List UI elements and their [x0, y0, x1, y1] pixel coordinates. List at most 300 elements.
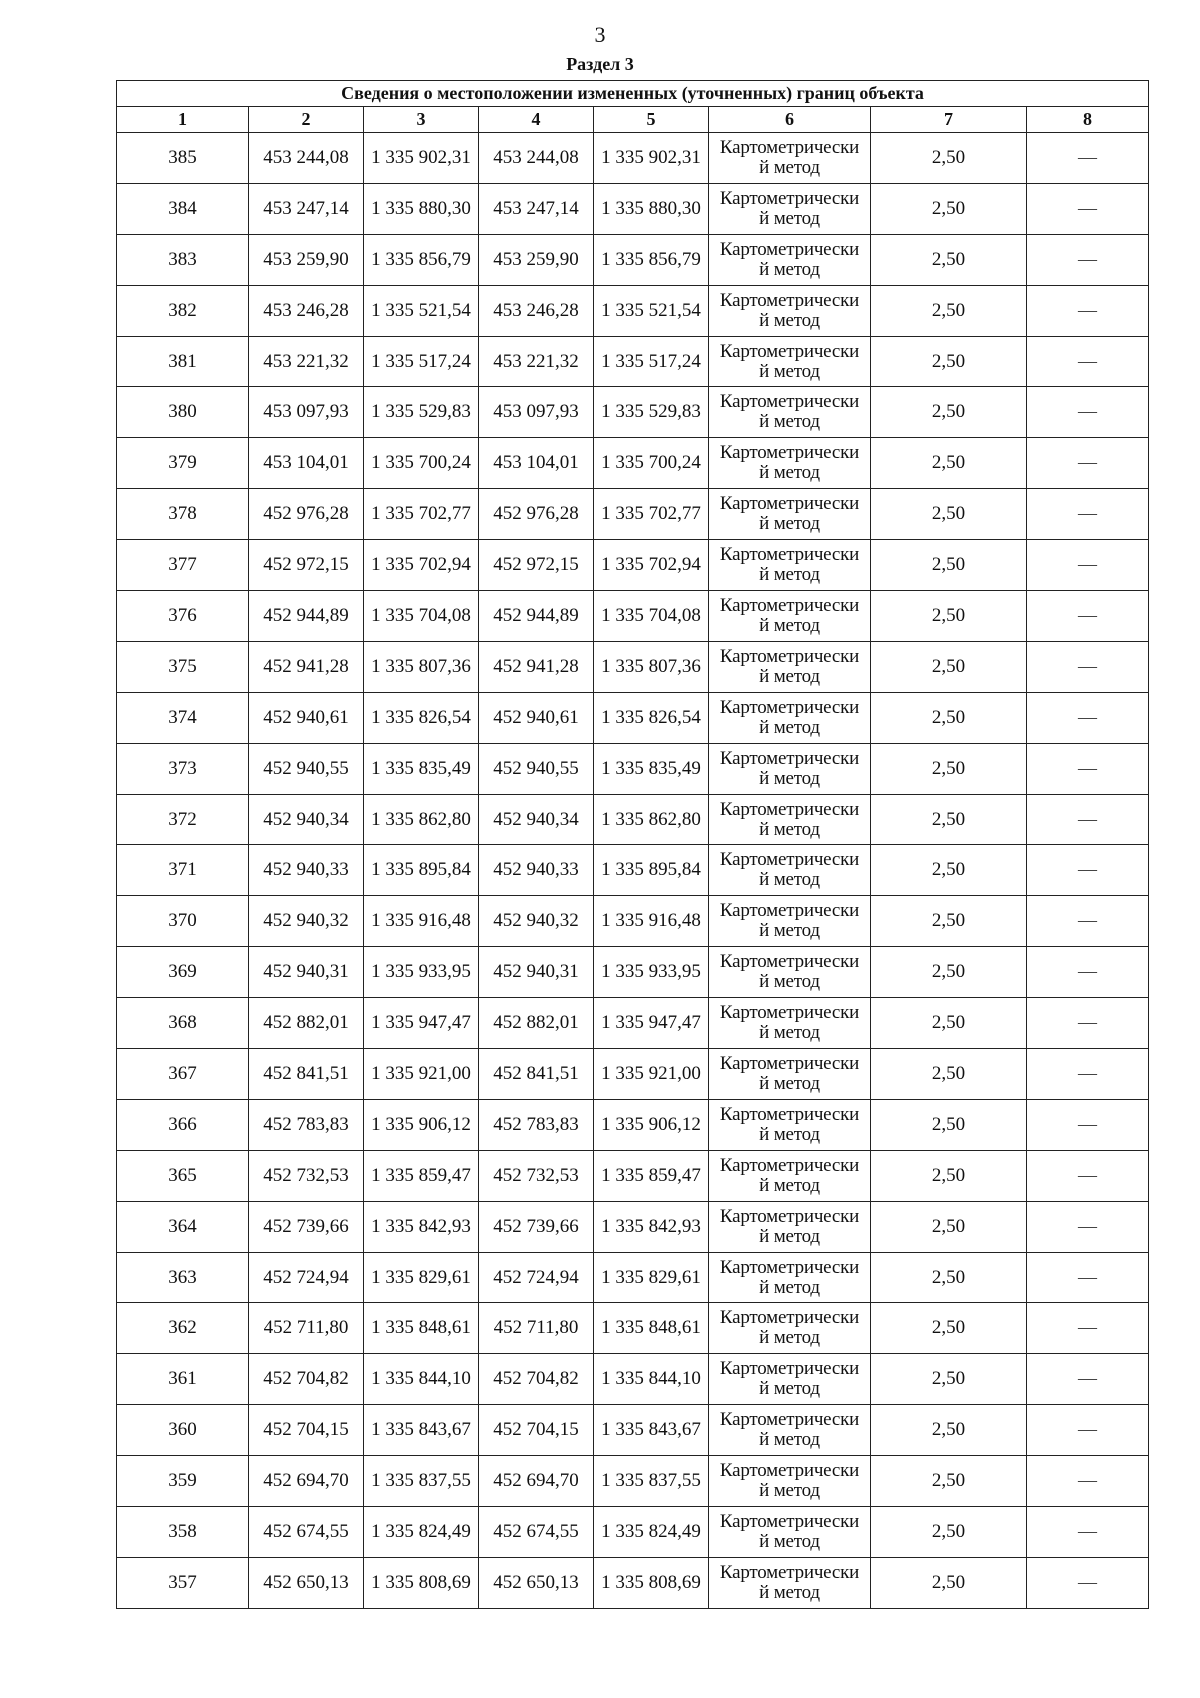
table-row [117, 438, 1149, 489]
description-cell: — [1027, 1405, 1149, 1456]
y-existing-cell: 1 335 835,49 [364, 743, 479, 794]
table-row [117, 1252, 1149, 1303]
x-existing-cell: 452 704,15 [249, 1405, 364, 1456]
method-line-2: й метод [759, 818, 820, 840]
method-cell [709, 641, 871, 692]
x-existing-cell: 453 104,01 [249, 438, 364, 489]
x-existing-cell: 452 724,94 [249, 1252, 364, 1303]
precision-cell: 2,50 [871, 692, 1027, 743]
y-existing-cell: 1 335 933,95 [364, 947, 479, 998]
method-line-1: Картометрически [719, 1561, 860, 1583]
description-cell: — [1027, 794, 1149, 845]
y-new-cell: 1 335 807,36 [594, 641, 709, 692]
x-new-cell: 453 247,14 [479, 183, 594, 234]
method-line-2: й метод [759, 309, 820, 331]
method-line-2: й метод [759, 411, 820, 433]
table-row [117, 896, 1149, 947]
table-row [117, 489, 1149, 540]
method-line-1: Картометрически [719, 1205, 860, 1227]
method-cell [709, 1201, 871, 1252]
description-cell: — [1027, 1456, 1149, 1507]
description-cell: — [1027, 183, 1149, 234]
method-line-2: й метод [759, 360, 820, 382]
precision-cell: 2,50 [871, 998, 1027, 1049]
method-cell [709, 489, 871, 540]
x-existing-cell: 452 940,32 [249, 896, 364, 947]
precision-cell: 2,50 [871, 234, 1027, 285]
method-line-2: й метод [759, 1530, 820, 1552]
point-number-cell: 372 [117, 794, 249, 845]
precision-cell: 2,50 [871, 133, 1027, 184]
y-new-cell: 1 335 933,95 [594, 947, 709, 998]
y-existing-cell: 1 335 844,10 [364, 1354, 479, 1405]
x-new-cell: 453 259,90 [479, 234, 594, 285]
method-cell [709, 1150, 871, 1201]
precision-cell: 2,50 [871, 743, 1027, 794]
precision-cell: 2,50 [871, 896, 1027, 947]
y-existing-cell: 1 335 842,93 [364, 1201, 479, 1252]
method-line-2: й метод [759, 1378, 820, 1400]
x-new-cell: 452 940,34 [479, 794, 594, 845]
method-line-1: Картометрически [719, 951, 860, 973]
description-cell: — [1027, 641, 1149, 692]
precision-cell: 2,50 [871, 1252, 1027, 1303]
x-existing-cell: 452 940,31 [249, 947, 364, 998]
method-line-1: Картометрически [719, 136, 860, 158]
table-row [117, 336, 1149, 387]
x-existing-cell: 452 841,51 [249, 1049, 364, 1100]
x-new-cell: 452 732,53 [479, 1150, 594, 1201]
method-cell [709, 234, 871, 285]
method-line-1: Картометрически [719, 493, 860, 515]
method-cell [709, 1303, 871, 1354]
description-cell: — [1027, 133, 1149, 184]
x-existing-cell: 453 247,14 [249, 183, 364, 234]
precision-cell: 2,50 [871, 591, 1027, 642]
method-line-2: й метод [759, 1022, 820, 1044]
method-cell [709, 1456, 871, 1507]
method-line-1: Картометрически [719, 798, 860, 820]
precision-cell: 2,50 [871, 1099, 1027, 1150]
x-new-cell: 452 841,51 [479, 1049, 594, 1100]
precision-cell: 2,50 [871, 183, 1027, 234]
precision-cell: 2,50 [871, 1303, 1027, 1354]
x-existing-cell: 452 944,89 [249, 591, 364, 642]
method-cell [709, 692, 871, 743]
description-cell: — [1027, 1252, 1149, 1303]
method-cell [709, 133, 871, 184]
x-new-cell: 452 944,89 [479, 591, 594, 642]
x-existing-cell: 452 940,55 [249, 743, 364, 794]
y-existing-cell: 1 335 916,48 [364, 896, 479, 947]
x-new-cell: 452 711,80 [479, 1303, 594, 1354]
column-number-5: 5 [594, 107, 709, 133]
x-new-cell: 452 739,66 [479, 1201, 594, 1252]
method-line-1: Картометрически [719, 594, 860, 616]
precision-cell: 2,50 [871, 1405, 1027, 1456]
method-line-2: й метод [759, 1429, 820, 1451]
description-cell: — [1027, 489, 1149, 540]
y-existing-cell: 1 335 947,47 [364, 998, 479, 1049]
y-new-cell: 1 335 895,84 [594, 845, 709, 896]
method-line-2: й метод [759, 258, 820, 280]
description-cell: — [1027, 1507, 1149, 1558]
description-cell: — [1027, 234, 1149, 285]
y-existing-cell: 1 335 880,30 [364, 183, 479, 234]
point-number-cell: 368 [117, 998, 249, 1049]
method-line-1: Картометрически [719, 1002, 860, 1024]
description-cell: — [1027, 947, 1149, 998]
x-new-cell: 452 940,33 [479, 845, 594, 896]
x-existing-cell: 452 739,66 [249, 1201, 364, 1252]
y-existing-cell: 1 335 808,69 [364, 1557, 479, 1608]
method-line-1: Картометрически [719, 442, 860, 464]
table-row [117, 540, 1149, 591]
y-existing-cell: 1 335 837,55 [364, 1456, 479, 1507]
point-number-cell: 374 [117, 692, 249, 743]
x-existing-cell: 452 972,15 [249, 540, 364, 591]
table-row [117, 1303, 1149, 1354]
x-new-cell: 453 244,08 [479, 133, 594, 184]
method-line-2: й метод [759, 1276, 820, 1298]
point-number-cell: 359 [117, 1456, 249, 1507]
x-existing-cell: 452 941,28 [249, 641, 364, 692]
x-existing-cell: 453 259,90 [249, 234, 364, 285]
column-number-6: 6 [709, 107, 871, 133]
x-existing-cell: 453 244,08 [249, 133, 364, 184]
description-cell: — [1027, 1099, 1149, 1150]
column-number-3: 3 [364, 107, 479, 133]
point-number-cell: 360 [117, 1405, 249, 1456]
point-number-cell: 367 [117, 1049, 249, 1100]
y-new-cell: 1 335 844,10 [594, 1354, 709, 1405]
precision-cell: 2,50 [871, 641, 1027, 692]
method-line-1: Картометрически [719, 900, 860, 922]
x-existing-cell: 452 783,83 [249, 1099, 364, 1150]
method-line-1: Картометрически [719, 747, 860, 769]
table-row [117, 1150, 1149, 1201]
y-existing-cell: 1 335 859,47 [364, 1150, 479, 1201]
y-new-cell: 1 335 521,54 [594, 285, 709, 336]
column-number-1: 1 [117, 107, 249, 133]
table-row [117, 133, 1149, 184]
table-row [117, 591, 1149, 642]
x-existing-cell: 452 694,70 [249, 1456, 364, 1507]
x-new-cell: 452 940,55 [479, 743, 594, 794]
point-number-cell: 378 [117, 489, 249, 540]
section-title: Раздел 3 [566, 54, 634, 74]
method-line-2: й метод [759, 1327, 820, 1349]
x-new-cell: 452 940,61 [479, 692, 594, 743]
description-cell: — [1027, 692, 1149, 743]
precision-cell: 2,50 [871, 1456, 1027, 1507]
x-existing-cell: 452 704,82 [249, 1354, 364, 1405]
method-line-1: Картометрически [719, 696, 860, 718]
x-existing-cell: 453 097,93 [249, 387, 364, 438]
y-new-cell: 1 335 921,00 [594, 1049, 709, 1100]
y-existing-cell: 1 335 829,61 [364, 1252, 479, 1303]
method-line-2: й метод [759, 513, 820, 535]
table-row [117, 1099, 1149, 1150]
table-row [117, 1049, 1149, 1100]
column-number-4: 4 [479, 107, 594, 133]
table-row [117, 947, 1149, 998]
precision-cell: 2,50 [871, 285, 1027, 336]
precision-cell: 2,50 [871, 1201, 1027, 1252]
x-new-cell: 452 704,82 [479, 1354, 594, 1405]
method-cell [709, 591, 871, 642]
point-number-cell: 382 [117, 285, 249, 336]
point-number-cell: 371 [117, 845, 249, 896]
x-existing-cell: 453 246,28 [249, 285, 364, 336]
method-cell [709, 947, 871, 998]
y-existing-cell: 1 335 702,94 [364, 540, 479, 591]
y-new-cell: 1 335 529,83 [594, 387, 709, 438]
y-new-cell: 1 335 862,80 [594, 794, 709, 845]
x-new-cell: 452 674,55 [479, 1507, 594, 1558]
y-existing-cell: 1 335 826,54 [364, 692, 479, 743]
method-cell [709, 1405, 871, 1456]
page-number: 3 [594, 22, 606, 47]
method-cell [709, 1507, 871, 1558]
column-number-row [117, 107, 1149, 133]
table-row [117, 794, 1149, 845]
x-new-cell: 452 940,31 [479, 947, 594, 998]
x-new-cell: 452 976,28 [479, 489, 594, 540]
description-cell: — [1027, 1303, 1149, 1354]
y-new-cell: 1 335 843,67 [594, 1405, 709, 1456]
y-existing-cell: 1 335 906,12 [364, 1099, 479, 1150]
x-new-cell: 452 694,70 [479, 1456, 594, 1507]
method-line-1: Картометрически [719, 1256, 860, 1278]
method-line-2: й метод [759, 920, 820, 942]
y-new-cell: 1 335 837,55 [594, 1456, 709, 1507]
method-cell [709, 743, 871, 794]
y-new-cell: 1 335 916,48 [594, 896, 709, 947]
description-cell: — [1027, 591, 1149, 642]
table-row [117, 1456, 1149, 1507]
y-new-cell: 1 335 859,47 [594, 1150, 709, 1201]
x-existing-cell: 452 711,80 [249, 1303, 364, 1354]
column-number-2: 2 [249, 107, 364, 133]
x-new-cell: 452 650,13 [479, 1557, 594, 1608]
point-number-cell: 383 [117, 234, 249, 285]
table-row [117, 387, 1149, 438]
point-number-cell: 361 [117, 1354, 249, 1405]
x-new-cell: 453 221,32 [479, 336, 594, 387]
method-line-1: Картометрически [719, 1409, 860, 1431]
method-cell [709, 1049, 871, 1100]
table-row [117, 1507, 1149, 1558]
x-new-cell: 452 704,15 [479, 1405, 594, 1456]
boundary-coordinates-table [116, 80, 1149, 1609]
method-line-2: й метод [759, 971, 820, 993]
y-new-cell: 1 335 835,49 [594, 743, 709, 794]
method-cell [709, 794, 871, 845]
table-caption: Сведения о местоположении измененных (уточненных) границ объекта [117, 81, 1149, 107]
method-cell [709, 336, 871, 387]
y-new-cell: 1 335 704,08 [594, 591, 709, 642]
table-row [117, 998, 1149, 1049]
method-line-2: й метод [759, 462, 820, 484]
y-existing-cell: 1 335 704,08 [364, 591, 479, 642]
point-number-cell: 358 [117, 1507, 249, 1558]
x-existing-cell: 452 940,33 [249, 845, 364, 896]
column-number-7: 7 [871, 107, 1027, 133]
x-new-cell: 452 882,01 [479, 998, 594, 1049]
table-row [117, 845, 1149, 896]
table-row [117, 743, 1149, 794]
point-number-cell: 362 [117, 1303, 249, 1354]
x-new-cell: 453 104,01 [479, 438, 594, 489]
point-number-cell: 369 [117, 947, 249, 998]
precision-cell: 2,50 [871, 845, 1027, 896]
table-row [117, 1354, 1149, 1405]
point-number-cell: 375 [117, 641, 249, 692]
method-line-1: Картометрически [719, 544, 860, 566]
method-cell [709, 845, 871, 896]
precision-cell: 2,50 [871, 387, 1027, 438]
method-line-1: Картометрически [719, 1154, 860, 1176]
method-line-1: Картометрически [719, 238, 860, 260]
method-line-2: й метод [759, 1225, 820, 1247]
description-cell: — [1027, 998, 1149, 1049]
method-line-2: й метод [759, 207, 820, 229]
method-line-1: Картометрически [719, 1510, 860, 1532]
x-new-cell: 452 941,28 [479, 641, 594, 692]
x-existing-cell: 452 650,13 [249, 1557, 364, 1608]
point-number-cell: 380 [117, 387, 249, 438]
method-line-2: й метод [759, 869, 820, 891]
column-number-8: 8 [1027, 107, 1149, 133]
method-cell [709, 1354, 871, 1405]
method-line-2: й метод [759, 156, 820, 178]
method-line-1: Картометрически [719, 1103, 860, 1125]
point-number-cell: 377 [117, 540, 249, 591]
method-line-2: й метод [759, 1072, 820, 1094]
precision-cell: 2,50 [871, 794, 1027, 845]
method-line-1: Картометрически [719, 1052, 860, 1074]
method-cell [709, 1557, 871, 1608]
x-new-cell: 453 097,93 [479, 387, 594, 438]
y-new-cell: 1 335 808,69 [594, 1557, 709, 1608]
method-cell [709, 1099, 871, 1150]
method-cell [709, 1252, 871, 1303]
precision-cell: 2,50 [871, 947, 1027, 998]
method-cell [709, 438, 871, 489]
y-new-cell: 1 335 517,24 [594, 336, 709, 387]
table-body [117, 133, 1149, 1609]
method-line-2: й метод [759, 1480, 820, 1502]
description-cell: — [1027, 1049, 1149, 1100]
table-row [117, 1557, 1149, 1608]
point-number-cell: 373 [117, 743, 249, 794]
method-cell [709, 540, 871, 591]
method-cell [709, 896, 871, 947]
point-number-cell: 381 [117, 336, 249, 387]
method-line-2: й метод [759, 1123, 820, 1145]
table-row [117, 1201, 1149, 1252]
y-new-cell: 1 335 848,61 [594, 1303, 709, 1354]
y-new-cell: 1 335 880,30 [594, 183, 709, 234]
x-existing-cell: 452 940,61 [249, 692, 364, 743]
table-row [117, 285, 1149, 336]
y-existing-cell: 1 335 529,83 [364, 387, 479, 438]
y-existing-cell: 1 335 856,79 [364, 234, 479, 285]
method-line-1: Картометрически [719, 1460, 860, 1482]
y-new-cell: 1 335 826,54 [594, 692, 709, 743]
precision-cell: 2,50 [871, 540, 1027, 591]
x-existing-cell: 452 940,34 [249, 794, 364, 845]
description-cell: — [1027, 1557, 1149, 1608]
method-line-2: й метод [759, 665, 820, 687]
x-existing-cell: 452 674,55 [249, 1507, 364, 1558]
y-new-cell: 1 335 702,94 [594, 540, 709, 591]
description-cell: — [1027, 387, 1149, 438]
point-number-cell: 384 [117, 183, 249, 234]
method-cell [709, 998, 871, 1049]
x-existing-cell: 453 221,32 [249, 336, 364, 387]
x-existing-cell: 452 882,01 [249, 998, 364, 1049]
method-line-2: й метод [759, 564, 820, 586]
y-existing-cell: 1 335 824,49 [364, 1507, 479, 1558]
precision-cell: 2,50 [871, 1150, 1027, 1201]
point-number-cell: 363 [117, 1252, 249, 1303]
description-cell: — [1027, 845, 1149, 896]
point-number-cell: 385 [117, 133, 249, 184]
table-row [117, 234, 1149, 285]
y-new-cell: 1 335 824,49 [594, 1507, 709, 1558]
method-line-1: Картометрически [719, 391, 860, 413]
method-line-2: й метод [759, 767, 820, 789]
precision-cell: 2,50 [871, 1354, 1027, 1405]
point-number-cell: 357 [117, 1557, 249, 1608]
precision-cell: 2,50 [871, 1049, 1027, 1100]
x-new-cell: 453 246,28 [479, 285, 594, 336]
method-line-2: й метод [759, 614, 820, 636]
method-line-2: й метод [759, 1581, 820, 1603]
y-existing-cell: 1 335 517,24 [364, 336, 479, 387]
y-existing-cell: 1 335 843,67 [364, 1405, 479, 1456]
precision-cell: 2,50 [871, 1507, 1027, 1558]
description-cell: — [1027, 1354, 1149, 1405]
method-cell [709, 285, 871, 336]
y-new-cell: 1 335 829,61 [594, 1252, 709, 1303]
method-cell [709, 183, 871, 234]
y-new-cell: 1 335 947,47 [594, 998, 709, 1049]
y-new-cell: 1 335 842,93 [594, 1201, 709, 1252]
point-number-cell: 364 [117, 1201, 249, 1252]
method-line-1: Картометрически [719, 1307, 860, 1329]
table-row [117, 641, 1149, 692]
y-new-cell: 1 335 902,31 [594, 133, 709, 184]
y-existing-cell: 1 335 921,00 [364, 1049, 479, 1100]
method-line-1: Картометрически [719, 849, 860, 871]
description-cell: — [1027, 896, 1149, 947]
method-line-1: Картометрически [719, 1358, 860, 1380]
method-line-1: Картометрически [719, 289, 860, 311]
x-existing-cell: 452 976,28 [249, 489, 364, 540]
x-existing-cell: 452 732,53 [249, 1150, 364, 1201]
y-existing-cell: 1 335 895,84 [364, 845, 479, 896]
point-number-cell: 366 [117, 1099, 249, 1150]
y-new-cell: 1 335 702,77 [594, 489, 709, 540]
y-existing-cell: 1 335 700,24 [364, 438, 479, 489]
y-new-cell: 1 335 700,24 [594, 438, 709, 489]
x-new-cell: 452 972,15 [479, 540, 594, 591]
point-number-cell: 379 [117, 438, 249, 489]
method-line-2: й метод [759, 1174, 820, 1196]
